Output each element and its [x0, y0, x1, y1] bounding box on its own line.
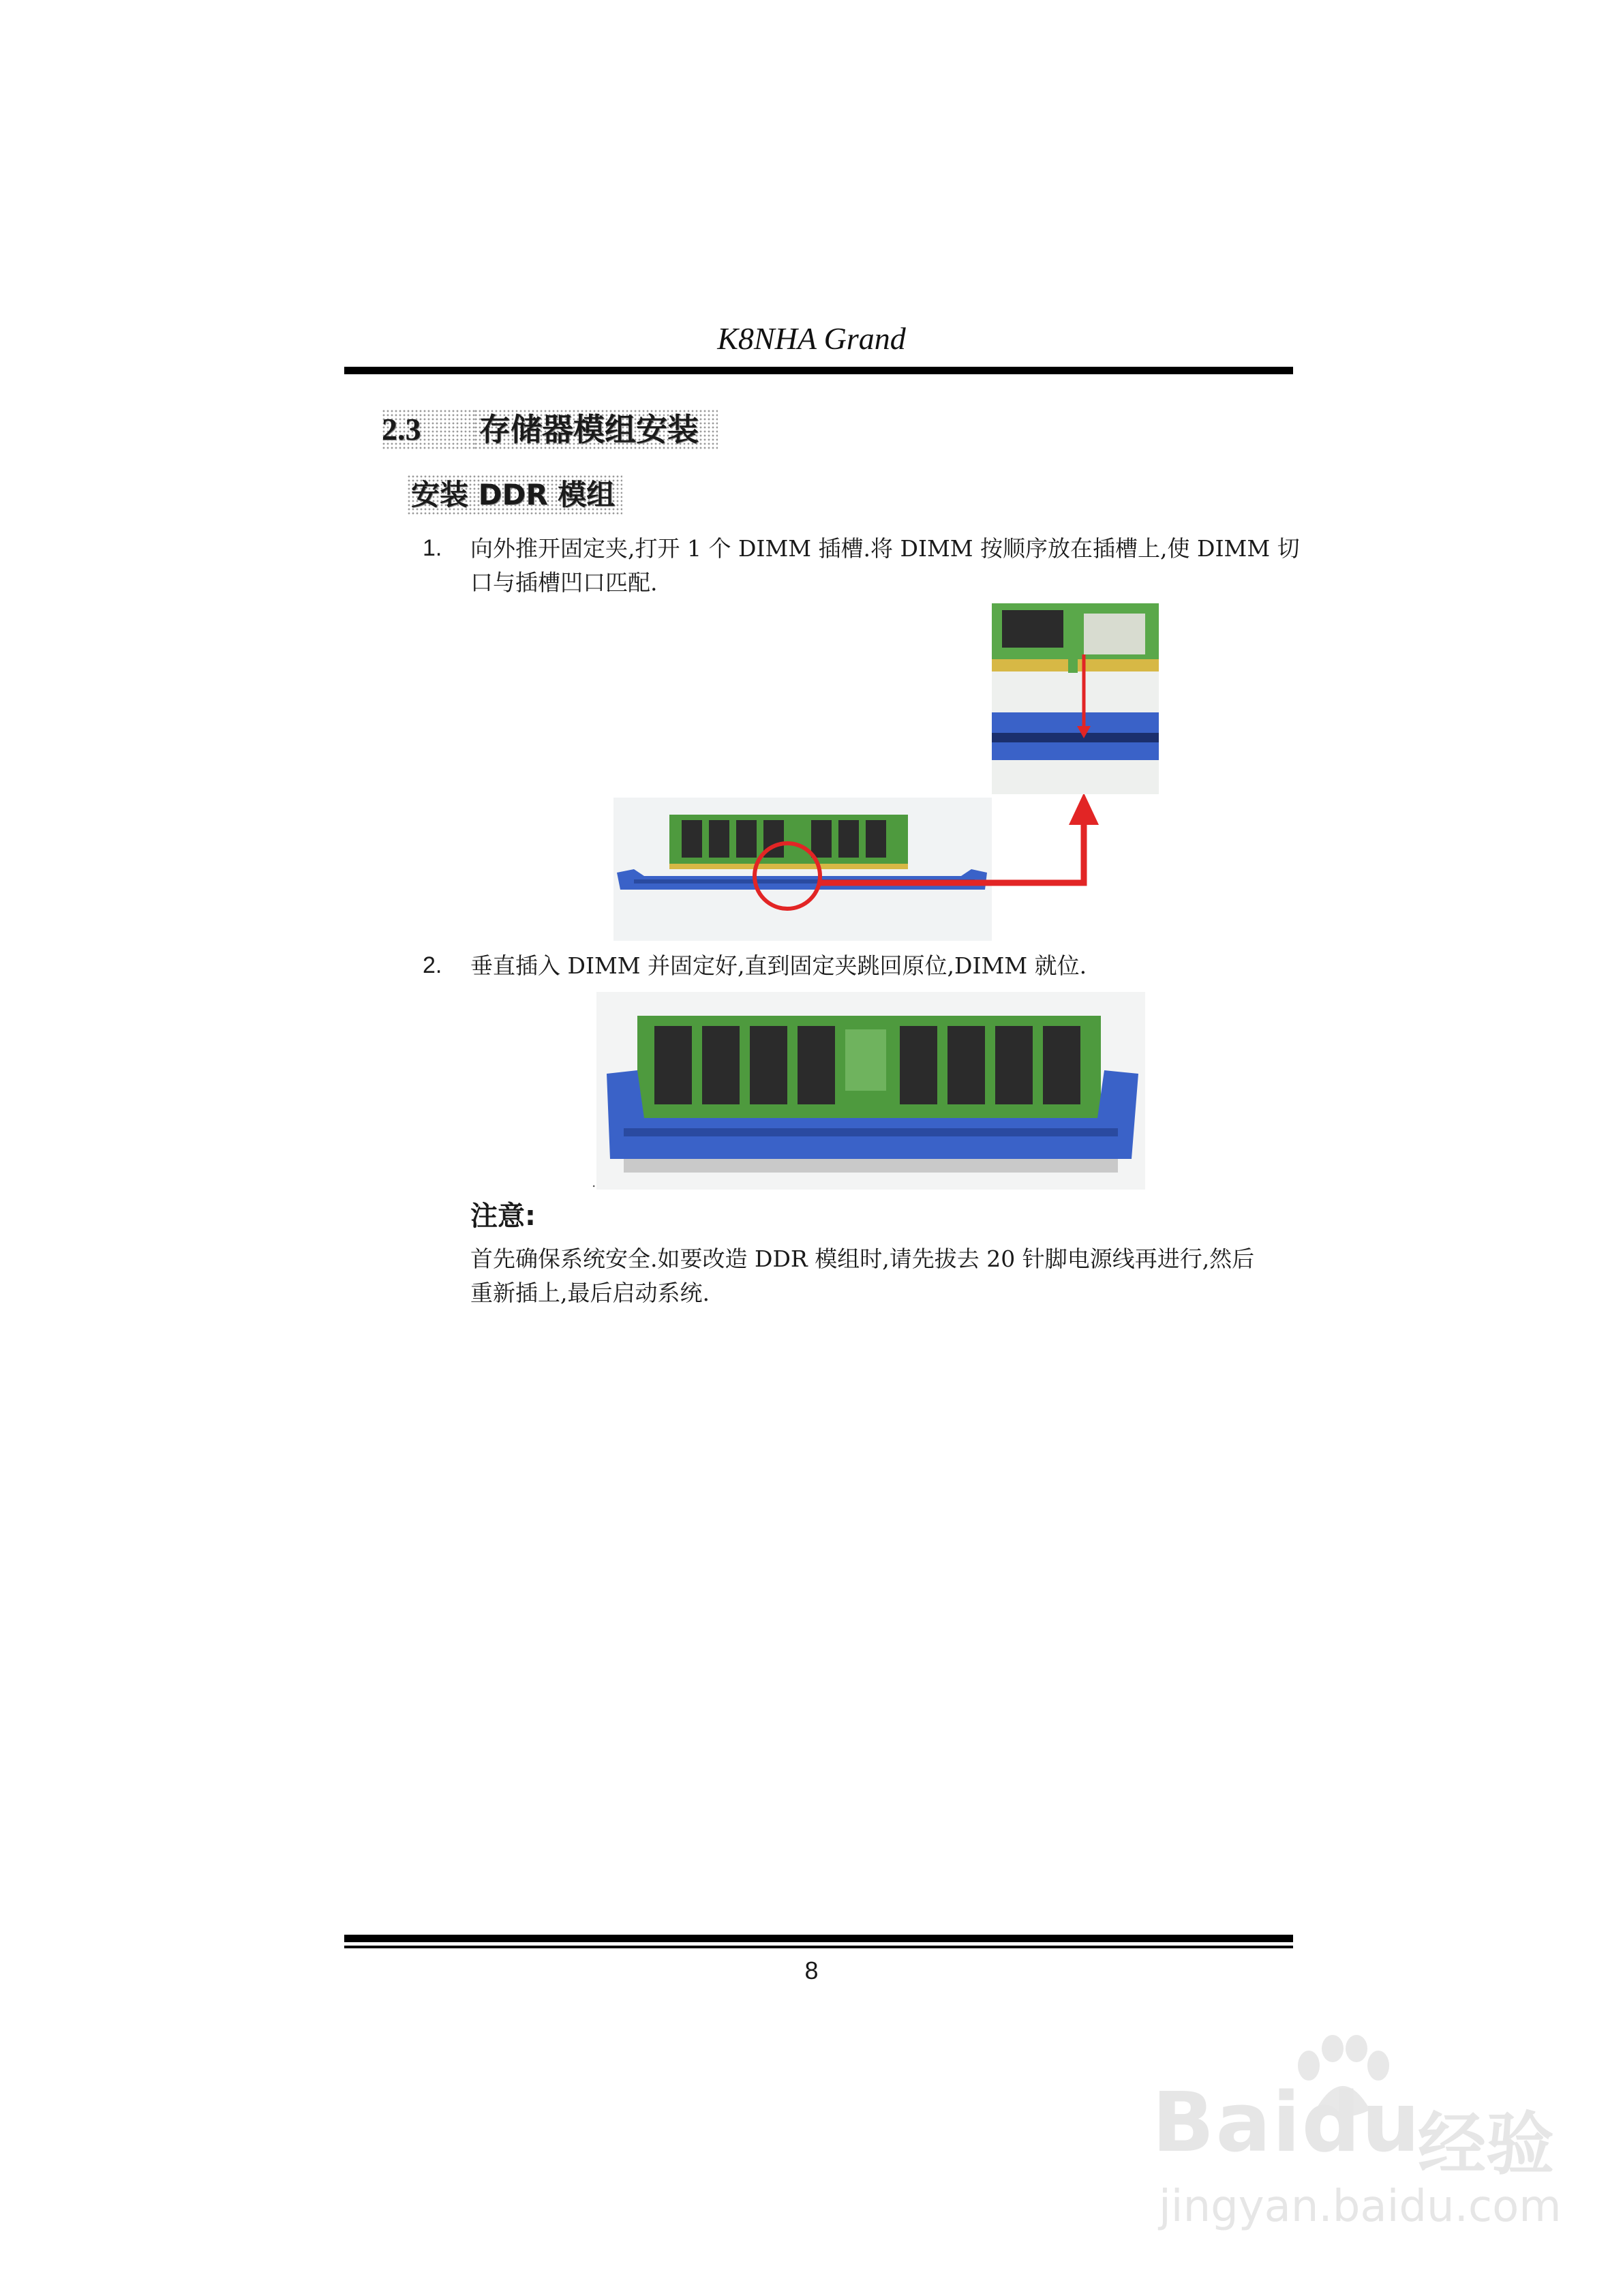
note-line-1: 首先确保系统安全.如要改造 DDR 模组时,请先拔去 20 针脚电源线再进行,然后	[470, 1245, 1255, 1272]
figure-dimm-alignment	[613, 603, 1169, 941]
header-title: K8NHA Grand	[717, 321, 906, 356]
note-line-2: 重新插上,最后启动系统.	[470, 1280, 710, 1306]
subsection-title: 安装 DDR 模组	[407, 474, 622, 515]
figure-dimm-seated	[596, 992, 1145, 1190]
watermark-url: jingyan.baidu.com	[1159, 2181, 1562, 2232]
section-title: 存储器模组安装	[474, 409, 718, 450]
step-1-line-2: 口与插槽凹口匹配.	[470, 569, 658, 596]
header-rule	[344, 367, 1293, 374]
watermark-brand: Baidu	[1152, 2076, 1421, 2171]
dimm-seated-illustration	[596, 992, 1145, 1190]
step-2-number: 2.	[423, 952, 442, 978]
step-1-number: 1.	[423, 535, 442, 561]
note-text	[470, 1242, 1299, 1310]
step-1-line-1: 向外推开固定夹,打开 1 个 DIMM 插槽.将 DIMM 按顺序放在插槽上,使 DIMM 切	[470, 535, 1300, 562]
stray-dot: .	[592, 1174, 596, 1190]
watermark-cn: 经验	[1418, 2104, 1554, 2184]
step-2-text: 垂直插入 DIMM 并固定好,直到固定夹跳回原位,DIMM 就位.	[470, 952, 1087, 979]
note-title: 注意:	[470, 1200, 536, 1232]
section-number: 2.3	[382, 409, 477, 450]
page-number: 8	[804, 1957, 819, 1984]
footer-rule-thin	[344, 1946, 1293, 1948]
dimm-alignment-illustration	[613, 603, 1169, 941]
step-1-text	[470, 532, 1299, 600]
footer-rule-thick	[344, 1935, 1293, 1942]
